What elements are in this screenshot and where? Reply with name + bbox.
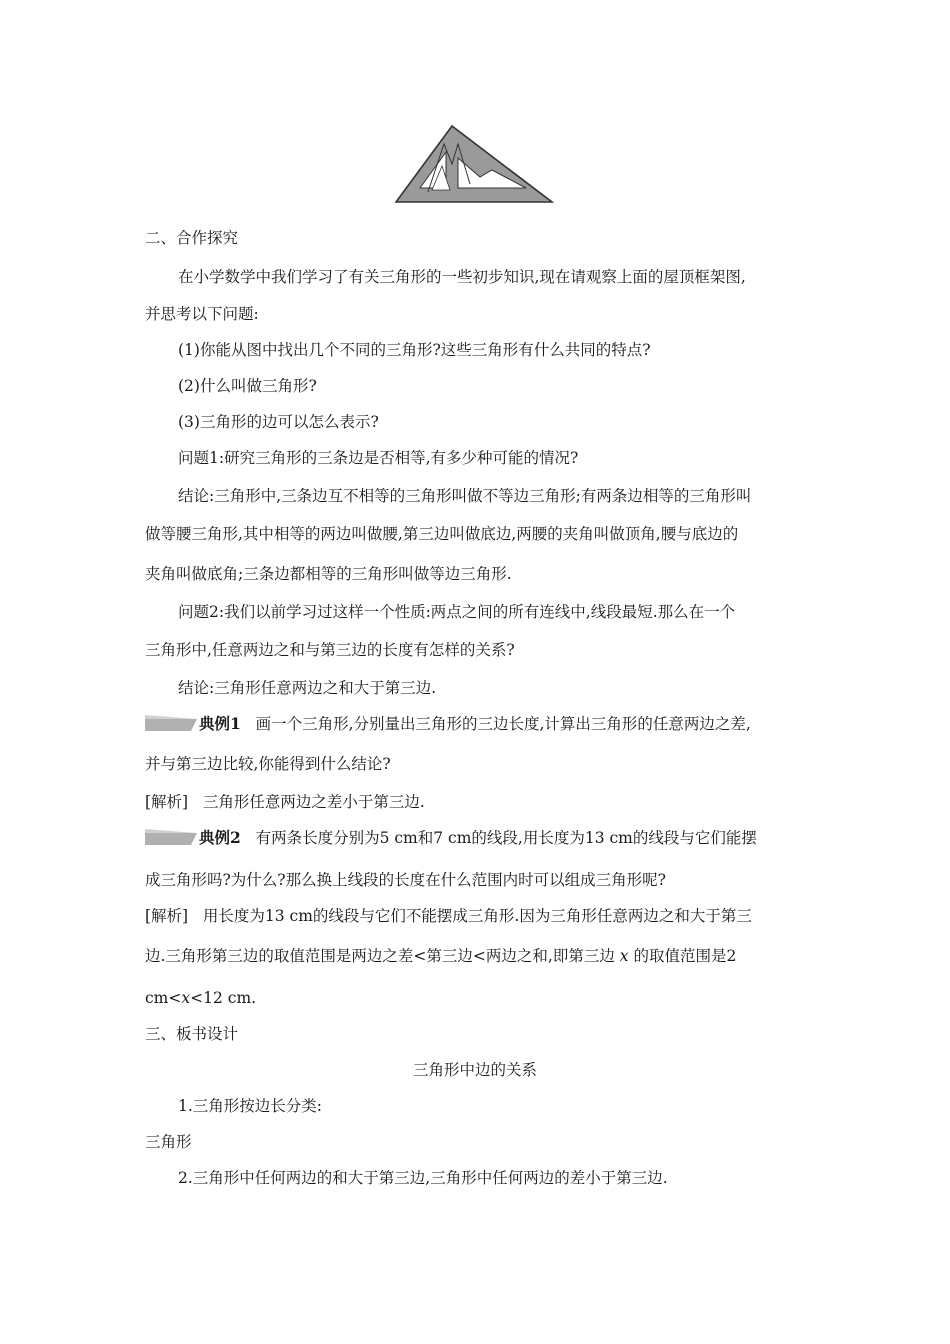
example-2-analysis-text: 用长度为13 cm的线段与它们不能摆成三角形.因为三角形任意两边之和大于第三 xyxy=(202,907,752,925)
example-1-analysis-text: 三角形任意两边之差小于第三边. xyxy=(202,793,425,811)
example-1-label: 典例1 xyxy=(199,714,241,733)
example-1-line2: 并与第三边比较,你能得到什么结论? xyxy=(145,755,391,773)
analysis-label: [解析] xyxy=(145,907,189,925)
intro-paragraph-line2: 并思考以下问题: xyxy=(145,305,259,323)
variable-x: x xyxy=(619,947,629,965)
problem-1: 问题1:研究三角形的三条边是否相等,有多少种可能的情况? xyxy=(178,449,579,467)
example-2-line1 xyxy=(145,828,810,848)
roof-frame-figure xyxy=(392,122,556,206)
board-item-1-sub: 三角形 xyxy=(145,1133,192,1151)
analysis-line2-text-b: 的取值范围是2 xyxy=(633,947,737,965)
question-1: (1)你能从图中找出几个不同的三角形?这些三角形有什么共同的特点? xyxy=(178,341,651,359)
analysis-label: [解析] xyxy=(145,793,189,811)
example-1-analysis xyxy=(145,792,810,812)
example-marker-icon xyxy=(145,715,197,731)
example-2-line2: 成三角形吗?为什么?那么换上线段的长度在什么范围内时可以组成三角形呢? xyxy=(145,871,666,889)
intro-paragraph-line1: 在小学数学中我们学习了有关三角形的一些初步知识,现在请观察上面的屋顶框架图, xyxy=(178,268,746,286)
problem-2-line1: 问题2:我们以前学习过这样一个性质:两点之间的所有连线中,线段最短.那么在一个 xyxy=(178,603,736,621)
conclusion-1-line1: 结论:三角形中,三条边互不相等的三角形叫做不等边三角形;有两条边相等的三角形叫 xyxy=(178,487,752,505)
analysis-line3-text-a: cm< xyxy=(145,989,182,1007)
example-2-analysis-line3 xyxy=(145,988,810,1008)
example-2-label: 典例2 xyxy=(199,828,241,847)
example-2-text: 有两条长度分别为5 cm和7 cm的线段,用长度为13 cm的线段与它们能摆 xyxy=(255,829,757,847)
board-item-2: 2.三角形中任何两边的和大于第三边,三角形中任何两边的差小于第三边. xyxy=(178,1169,668,1187)
example-2-analysis-line2 xyxy=(145,946,810,966)
section-heading-board-design: 三、板书设计 xyxy=(145,1025,239,1043)
example-marker-icon xyxy=(145,829,197,845)
conclusion-2: 结论:三角形任意两边之和大于第三边. xyxy=(178,679,437,697)
question-2: (2)什么叫做三角形? xyxy=(178,377,317,395)
board-item-1: 1.三角形按边长分类: xyxy=(178,1097,323,1115)
board-title: 三角形中边的关系 xyxy=(412,1061,537,1079)
example-1-text: 画一个三角形,分别量出三角形的三边长度,计算出三角形的任意两边之差, xyxy=(255,715,751,733)
conclusion-1-line2: 做等腰三角形,其中相等的两边叫做腰,第三边叫做底边,两腰的夹角叫做顶角,腰与底边的 xyxy=(145,525,739,543)
example-2-analysis-line1 xyxy=(145,906,810,926)
analysis-line2-text-a: 边.三角形第三边的取值范围是两边之差<第三边<两边之和,即第三边 xyxy=(145,947,615,965)
example-1-line1 xyxy=(145,714,810,734)
conclusion-1-line3: 夹角叫做底角;三条边都相等的三角形叫做等边三角形. xyxy=(145,565,512,583)
problem-2-line2: 三角形中,任意两边之和与第三边的长度有怎样的关系? xyxy=(145,641,515,659)
section-heading-cooperative-inquiry: 二、合作探究 xyxy=(145,229,239,247)
analysis-line3-text-b: <12 cm. xyxy=(190,989,257,1007)
variable-x: x xyxy=(181,989,191,1007)
question-3: (3)三角形的边可以怎么表示? xyxy=(178,413,379,431)
